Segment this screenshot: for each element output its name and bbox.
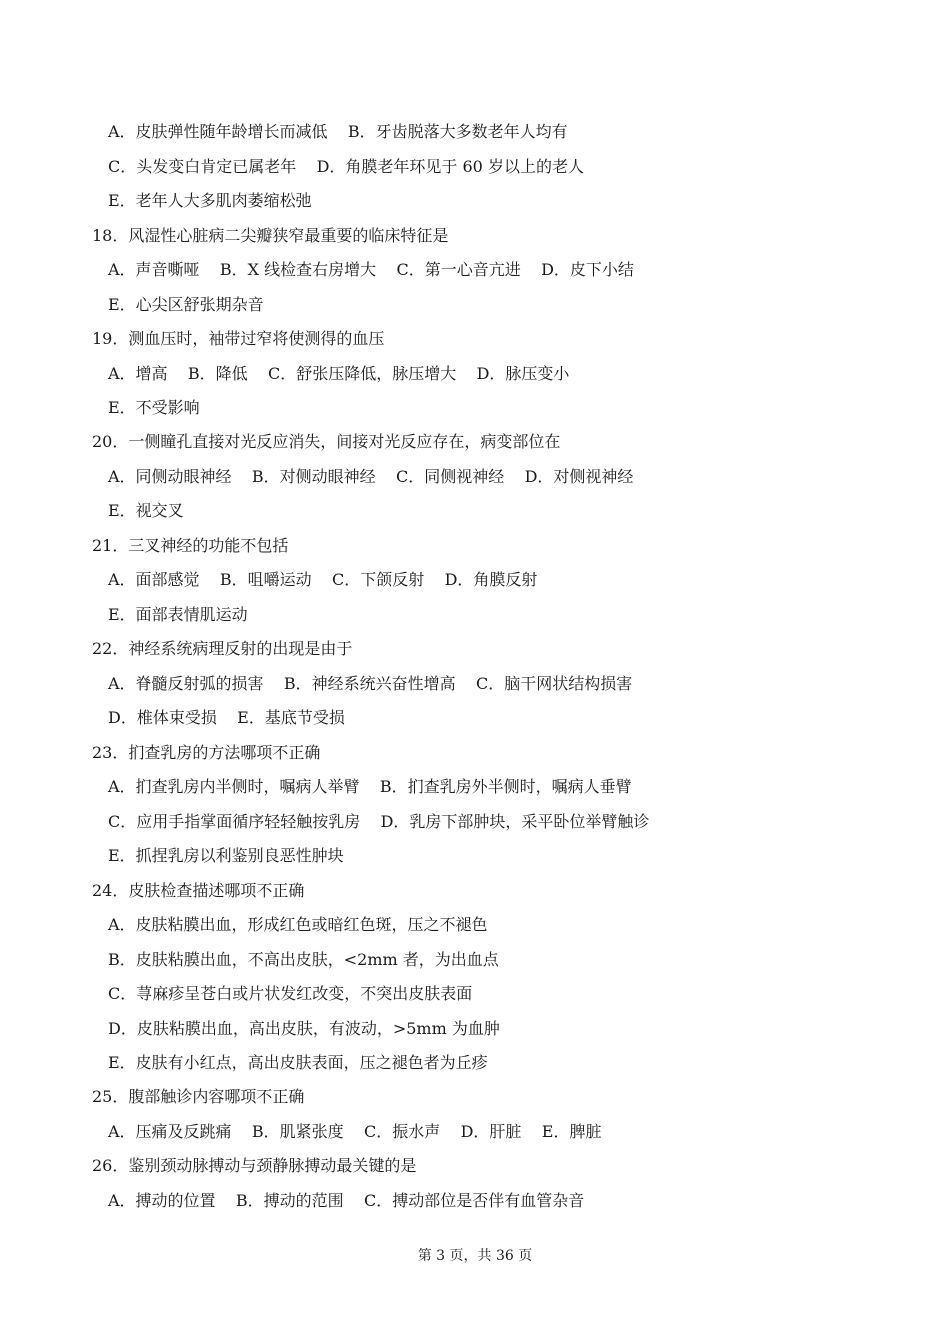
- option-line: E．面部表情肌运动: [108, 605, 248, 624]
- option-line: A．增高 B．降低 C．舒张压降低，脉压增大 D．脉压变小: [108, 364, 570, 383]
- question-25: 25．腹部触诊内容哪项不正确: [92, 1087, 305, 1106]
- question-26: 26．鉴别颈动脉搏动与颈静脉搏动最关键的是: [92, 1156, 417, 1175]
- question-20: 20．一侧瞳孔直接对光反应消失，间接对光反应存在，病变部位在: [92, 432, 561, 451]
- option-line: A．同侧动眼神经 B．对侧动眼神经 C．同侧视神经 D．对侧视神经: [108, 467, 634, 486]
- question-23: 23．扪查乳房的方法哪项不正确: [92, 743, 321, 762]
- option-line: A．面部感觉 B．咀嚼运动 C．下颌反射 D．角膜反射: [108, 570, 538, 589]
- option-line: E．视交叉: [108, 501, 184, 520]
- question-24: 24．皮肤检查描述哪项不正确: [92, 881, 305, 900]
- option-line: C．头发变白肯定已属老年 D．角膜老年环见于 60 岁以上的老人: [108, 157, 584, 176]
- option-line: D．皮肤粘膜出血，高出皮肤，有波动，>5mm 为血肿: [108, 1019, 500, 1038]
- option-line: E．心尖区舒张期杂音: [108, 295, 264, 314]
- option-line: E．抓捏乳房以利鉴别良恶性肿块: [108, 846, 344, 865]
- option-line: A．皮肤弹性随年龄增长而减低 B．牙齿脱落大多数老年人均有: [108, 122, 568, 141]
- option-line: A．皮肤粘膜出血，形成红色或暗红色斑，压之不褪色: [108, 915, 488, 934]
- option-line: A．搏动的位置 B．搏动的范围 C．搏动部位是否伴有血管杂音: [108, 1191, 585, 1210]
- page-footer: 第 3 页，共 36 页: [417, 1248, 533, 1264]
- option-line: A．扪查乳房内半侧时，嘱病人举臂 B．扪查乳房外半侧时，嘱病人垂臂: [108, 777, 632, 796]
- question-21: 21．三叉神经的功能不包括: [92, 536, 289, 555]
- option-line: D．椎体束受损 E．基底节受损: [108, 708, 345, 727]
- option-line: E．皮肤有小红点，高出皮肤表面，压之褪色者为丘疹: [108, 1053, 488, 1072]
- question-18: 18．风湿性心脏病二尖瓣狭窄最重要的临床特征是: [92, 226, 449, 245]
- option-line: C．应用手指掌面循序轻轻触按乳房 D．乳房下部肿块，采平卧位举臂触诊: [108, 812, 650, 831]
- option-line: B．皮肤粘膜出血，不高出皮肤，<2mm 者，为出血点: [108, 950, 499, 969]
- option-line: E．老年人大多肌肉萎缩松弛: [108, 191, 312, 210]
- option-line: E．不受影响: [108, 398, 200, 417]
- option-line: C．荨麻疹呈苍白或片状发红改变，不突出皮肤表面: [108, 984, 473, 1003]
- option-line: A．压痛及反跳痛 B．肌紧张度 C．振水声 D．肝脏 E．脾脏: [108, 1122, 602, 1141]
- question-19: 19．测血压时，袖带过窄将使测得的血压: [92, 329, 385, 348]
- option-line: A．脊髓反射弧的损害 B．神经系统兴奋性增高 C．脑干网状结构损害: [108, 674, 633, 693]
- question-22: 22．神经系统病理反射的出现是由于: [92, 639, 353, 658]
- option-line: A．声音嘶哑 B．X 线检查右房增大 C．第一心音亢进 D．皮下小结: [108, 260, 634, 279]
